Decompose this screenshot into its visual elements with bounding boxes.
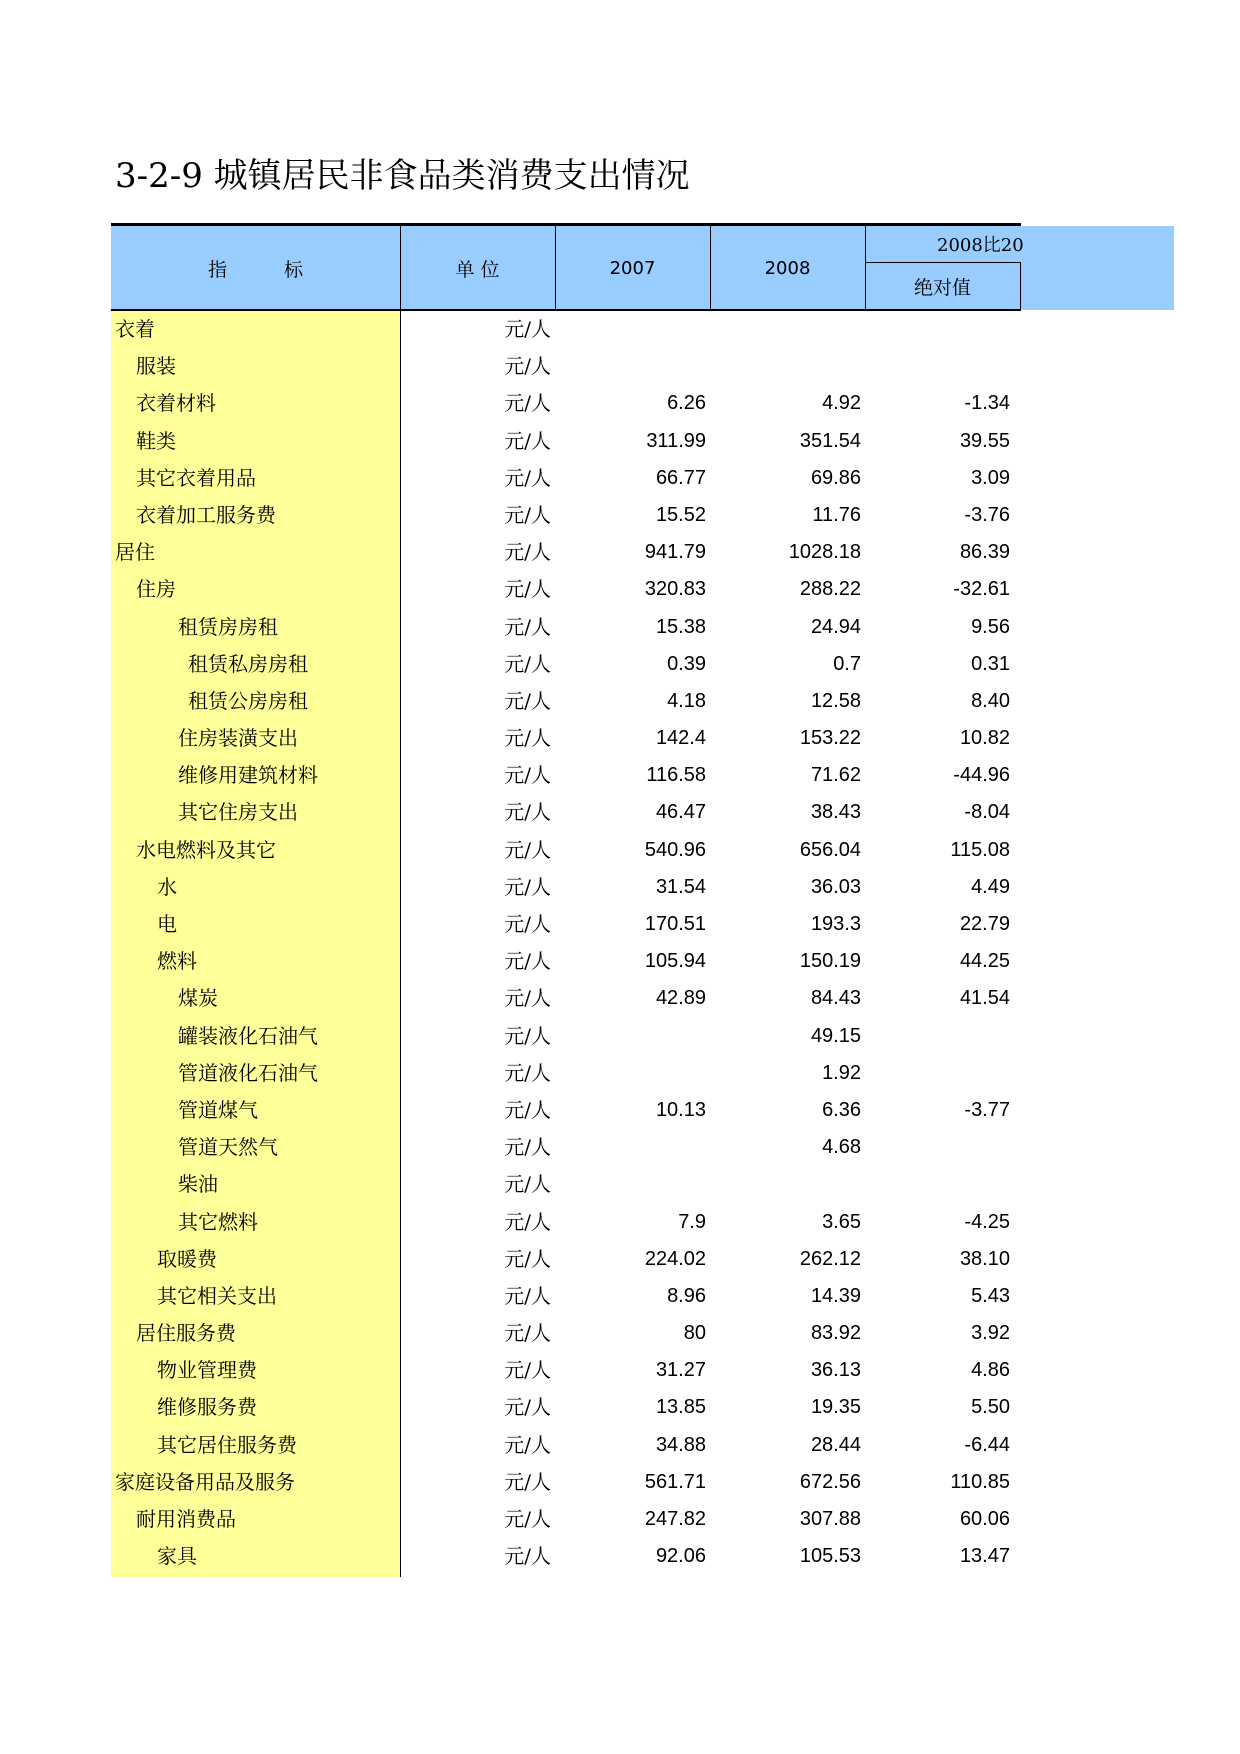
row-unit: 元/人 — [504, 540, 551, 565]
row-value-2007: 4.18 — [667, 689, 706, 712]
table-row — [0, 497, 1240, 534]
row-unit: 元/人 — [504, 986, 551, 1011]
row-value-2007: 561.71 — [644, 1470, 706, 1493]
row-value-2007: 224.02 — [644, 1247, 706, 1270]
row-value-diff: -44.96 — [953, 764, 1010, 787]
row-value-diff: -3.77 — [964, 1098, 1010, 1121]
row-value-2008 — [710, 1166, 861, 1203]
row-unit: 元/人 — [504, 1283, 551, 1308]
header-divider — [555, 226, 556, 310]
row-unit: 元/人 — [504, 1172, 551, 1197]
row-value-2008: 262.12 — [799, 1247, 861, 1270]
row-unit: 元/人 — [504, 1321, 551, 1346]
row-value-2008: 11.76 — [812, 503, 861, 526]
row-label: 物业管理费 — [157, 1358, 257, 1383]
row-label: 管道液化石油气 — [178, 1060, 318, 1085]
header-absolute: 绝对值 — [913, 276, 971, 299]
row-label: 其它衣着用品 — [136, 465, 256, 490]
row-value-2007: 66.77 — [655, 466, 706, 489]
row-unit: 元/人 — [504, 354, 551, 379]
row-label: 衣着材料 — [136, 391, 216, 416]
row-unit: 元/人 — [504, 949, 551, 974]
table-row — [0, 571, 1240, 608]
row-value-2007: 31.54 — [655, 875, 706, 898]
row-unit: 元/人 — [504, 874, 551, 899]
row-value-2007: 7.9 — [678, 1210, 706, 1233]
row-label: 维修用建筑材料 — [178, 763, 318, 788]
row-value-diff: 115.08 — [950, 838, 1010, 861]
row-value-2007: 311.99 — [646, 429, 706, 452]
header-divider — [865, 226, 866, 310]
row-value-2008: 150.19 — [799, 950, 861, 973]
row-value-diff: 39.55 — [959, 429, 1010, 452]
row-value-2008: 83.92 — [810, 1322, 861, 1345]
row-value-2007: 116.58 — [646, 764, 706, 787]
row-value-diff: 0.31 — [971, 652, 1010, 675]
row-value-2008: 38.43 — [810, 801, 861, 824]
row-value-2008: 36.13 — [810, 1359, 861, 1382]
row-unit: 元/人 — [504, 1507, 551, 1531]
row-value-diff — [865, 1018, 1010, 1055]
row-value-2007: 247.82 — [644, 1508, 706, 1530]
row-label: 水 — [157, 874, 177, 899]
row-label: 服装 — [136, 354, 176, 379]
row-value-2007: 6.26 — [667, 392, 706, 415]
row-unit: 元/人 — [504, 391, 551, 416]
row-unit: 元/人 — [504, 1395, 551, 1420]
row-unit: 元/人 — [504, 1135, 551, 1160]
table-row — [0, 1241, 1240, 1278]
row-unit: 元/人 — [504, 912, 551, 936]
row-value-2008: 307.88 — [799, 1508, 861, 1530]
row-value-2007 — [555, 1018, 706, 1055]
row-value-2007: 0.39 — [667, 652, 706, 675]
row-unit: 元/人 — [504, 763, 551, 788]
row-unit: 元/人 — [504, 465, 551, 490]
row-value-2007: 540.96 — [644, 838, 706, 861]
header-compare: 2008比20 — [937, 235, 1024, 256]
row-label: 其它相关支出 — [157, 1283, 277, 1308]
row-value-2007: 10.13 — [655, 1098, 706, 1121]
row-value-2008: 36.03 — [810, 875, 861, 898]
row-value-2008: 12.58 — [810, 689, 861, 712]
row-value-2008 — [710, 348, 861, 385]
row-value-2008: 24.94 — [810, 615, 861, 638]
row-value-2007 — [555, 348, 706, 385]
row-value-diff: -6.44 — [964, 1433, 1010, 1456]
row-label: 维修服务费 — [157, 1395, 257, 1420]
row-value-2008: 14.39 — [810, 1284, 861, 1307]
row-value-2008: 28.44 — [810, 1433, 861, 1456]
row-label: 家庭设备用品及服务 — [115, 1469, 295, 1494]
row-value-2008: 288.22 — [799, 578, 861, 601]
row-unit: 元/人 — [504, 614, 551, 639]
header-year-2007: 2007 — [609, 257, 656, 279]
row-label: 住房装潢支出 — [178, 726, 298, 751]
header-divider — [710, 226, 711, 310]
header-indicator: 指 标 — [207, 258, 303, 281]
table-row — [0, 980, 1240, 1017]
row-label: 其它居住服务费 — [157, 1432, 297, 1457]
row-value-2007: 13.85 — [655, 1396, 706, 1419]
table-row — [0, 1092, 1240, 1129]
row-value-2007: 31.27 — [655, 1359, 706, 1382]
row-unit: 元/人 — [504, 800, 551, 825]
row-unit: 元/人 — [504, 1097, 551, 1122]
row-value-diff: 5.43 — [971, 1284, 1010, 1307]
row-value-2008: 672.56 — [799, 1470, 861, 1493]
row-value-diff: 22.79 — [959, 913, 1010, 935]
row-label: 罐装液化石油气 — [178, 1023, 318, 1048]
row-value-2007: 42.89 — [655, 987, 706, 1010]
table-row — [0, 1352, 1240, 1389]
row-unit: 元/人 — [504, 726, 551, 751]
header-subrule — [865, 262, 1021, 263]
row-value-2007: 92.06 — [655, 1545, 706, 1568]
row-unit: 元/人 — [504, 1023, 551, 1048]
row-value-diff: 4.49 — [971, 875, 1010, 898]
row-value-2007: 15.52 — [655, 503, 706, 526]
row-label: 其它住房支出 — [178, 800, 298, 825]
row-value-2008: 1.92 — [822, 1061, 861, 1084]
row-value-2008: 0.7 — [833, 652, 861, 675]
row-value-diff — [865, 311, 1010, 348]
row-value-2007: 941.79 — [644, 541, 706, 564]
table-row — [0, 794, 1240, 831]
table-row — [0, 1018, 1240, 1055]
table-row — [0, 1055, 1240, 1092]
row-value-diff — [865, 1055, 1010, 1092]
row-unit: 元/人 — [504, 502, 551, 527]
row-value-2008: 105.53 — [799, 1545, 861, 1568]
row-value-2007 — [555, 1166, 706, 1203]
row-value-2008: 49.15 — [810, 1024, 861, 1047]
table-row — [0, 720, 1240, 757]
table-row — [0, 1501, 1240, 1538]
row-value-diff: 44.25 — [959, 950, 1010, 973]
table-row — [0, 906, 1240, 943]
row-value-diff: -8.04 — [964, 801, 1010, 824]
row-value-2007: 142.4 — [655, 727, 706, 750]
row-value-2008: 69.86 — [810, 466, 861, 489]
page-title: 3-2-9 城镇居民非食品类消费支出情况 — [115, 156, 690, 196]
row-label: 衣着 — [115, 317, 155, 341]
table-row — [0, 460, 1240, 497]
table-row — [0, 1464, 1240, 1501]
row-value-2007: 8.96 — [667, 1284, 706, 1307]
row-label: 其它燃料 — [178, 1209, 258, 1234]
row-value-diff: 4.86 — [971, 1359, 1010, 1382]
row-value-2008: 6.36 — [822, 1098, 861, 1121]
row-value-diff: 110.85 — [950, 1470, 1010, 1493]
table-row — [0, 534, 1240, 571]
row-value-diff: 8.40 — [971, 689, 1010, 712]
row-value-diff — [865, 1129, 1010, 1166]
row-value-2007 — [555, 1129, 706, 1166]
row-value-2007: 15.38 — [655, 615, 706, 638]
row-unit: 元/人 — [504, 837, 551, 862]
row-value-diff: 5.50 — [971, 1396, 1010, 1419]
row-unit: 元/人 — [504, 1544, 551, 1569]
row-label: 管道煤气 — [178, 1097, 258, 1122]
row-value-diff — [865, 1166, 1010, 1203]
row-value-diff: 3.09 — [971, 466, 1010, 489]
row-value-2007: 105.94 — [644, 950, 706, 973]
header-unit: 单 位 — [455, 258, 500, 281]
row-value-2008: 153.22 — [799, 727, 861, 750]
row-value-2007: 80 — [683, 1322, 706, 1345]
row-value-diff: -4.25 — [964, 1210, 1010, 1233]
row-value-2008: 71.62 — [810, 764, 861, 787]
table-row — [0, 1389, 1240, 1426]
row-value-diff: 3.92 — [971, 1322, 1010, 1345]
table-row — [0, 943, 1240, 980]
row-label: 租赁公房房租 — [188, 688, 308, 713]
row-value-2008: 4.68 — [822, 1136, 861, 1159]
row-label: 电 — [157, 912, 177, 936]
header-divider — [400, 226, 401, 310]
row-unit: 元/人 — [504, 428, 551, 453]
row-value-2008: 1028.18 — [788, 541, 861, 564]
table-row — [0, 609, 1240, 646]
row-unit: 元/人 — [504, 651, 551, 676]
row-value-2007: 34.88 — [655, 1433, 706, 1456]
table-row — [0, 1427, 1240, 1464]
row-value-2008: 84.43 — [810, 987, 861, 1010]
table-row — [0, 1129, 1240, 1166]
table-row — [0, 832, 1240, 869]
row-label: 居住服务费 — [136, 1321, 236, 1346]
header-divider — [1020, 263, 1021, 310]
row-label: 取暖费 — [157, 1246, 217, 1271]
row-unit: 元/人 — [504, 1358, 551, 1383]
row-label: 水电燃料及其它 — [136, 837, 276, 862]
row-value-diff — [865, 348, 1010, 385]
row-value-2008 — [710, 311, 861, 348]
row-value-diff: 38.10 — [959, 1247, 1010, 1270]
row-value-diff: -1.34 — [964, 392, 1010, 415]
row-value-2008: 351.54 — [799, 429, 861, 452]
table-row — [0, 1204, 1240, 1241]
row-value-2008: 19.35 — [810, 1396, 861, 1419]
row-value-2007: 170.51 — [644, 913, 706, 935]
row-unit: 元/人 — [504, 317, 551, 341]
row-label: 居住 — [115, 540, 155, 565]
table-row — [0, 1538, 1240, 1575]
row-unit: 元/人 — [504, 1246, 551, 1271]
row-unit: 元/人 — [504, 688, 551, 713]
table-row — [0, 869, 1240, 906]
row-unit: 元/人 — [504, 1209, 551, 1234]
row-value-2007 — [555, 311, 706, 348]
row-value-diff: 10.82 — [959, 727, 1010, 750]
row-unit: 元/人 — [504, 577, 551, 602]
row-unit: 元/人 — [504, 1060, 551, 1085]
row-value-2008: 193.3 — [810, 913, 861, 935]
row-label: 鞋类 — [136, 428, 176, 453]
row-label: 住房 — [136, 577, 176, 602]
row-value-2008: 3.65 — [822, 1210, 861, 1233]
row-value-2007: 320.83 — [644, 578, 706, 601]
table-row — [0, 423, 1240, 460]
row-value-2008: 4.92 — [822, 392, 861, 415]
table-row — [0, 1315, 1240, 1352]
row-value-diff: 41.54 — [959, 987, 1010, 1010]
row-label: 燃料 — [157, 949, 197, 974]
row-value-diff: 86.39 — [959, 541, 1010, 564]
table-row — [0, 1278, 1240, 1315]
table-row — [0, 1166, 1240, 1203]
table-body — [0, 311, 1240, 1575]
row-value-diff: 9.56 — [971, 615, 1010, 638]
table-row — [0, 757, 1240, 794]
row-label: 家具 — [157, 1544, 197, 1569]
row-label: 租赁房房租 — [178, 614, 278, 639]
row-label: 煤炭 — [178, 986, 218, 1011]
row-value-2008: 656.04 — [799, 838, 861, 861]
row-label: 租赁私房房租 — [188, 651, 308, 676]
row-value-diff: -32.61 — [953, 578, 1010, 601]
row-label: 衣着加工服务费 — [136, 502, 276, 527]
row-label: 柴油 — [178, 1172, 218, 1197]
table-row — [0, 348, 1240, 385]
row-unit: 元/人 — [504, 1432, 551, 1457]
row-label: 耐用消费品 — [136, 1507, 236, 1531]
header-year-2008: 2008 — [764, 257, 811, 279]
row-label: 管道天然气 — [178, 1135, 278, 1160]
table-row — [0, 683, 1240, 720]
row-value-diff: 60.06 — [959, 1508, 1010, 1530]
row-value-2007: 46.47 — [655, 801, 706, 824]
table-row — [0, 385, 1240, 422]
row-unit: 元/人 — [504, 1469, 551, 1494]
row-value-2007 — [555, 1055, 706, 1092]
table-row — [0, 646, 1240, 683]
row-value-diff: -3.76 — [964, 503, 1010, 526]
row-value-diff: 13.47 — [959, 1545, 1010, 1568]
table-row — [0, 311, 1240, 348]
